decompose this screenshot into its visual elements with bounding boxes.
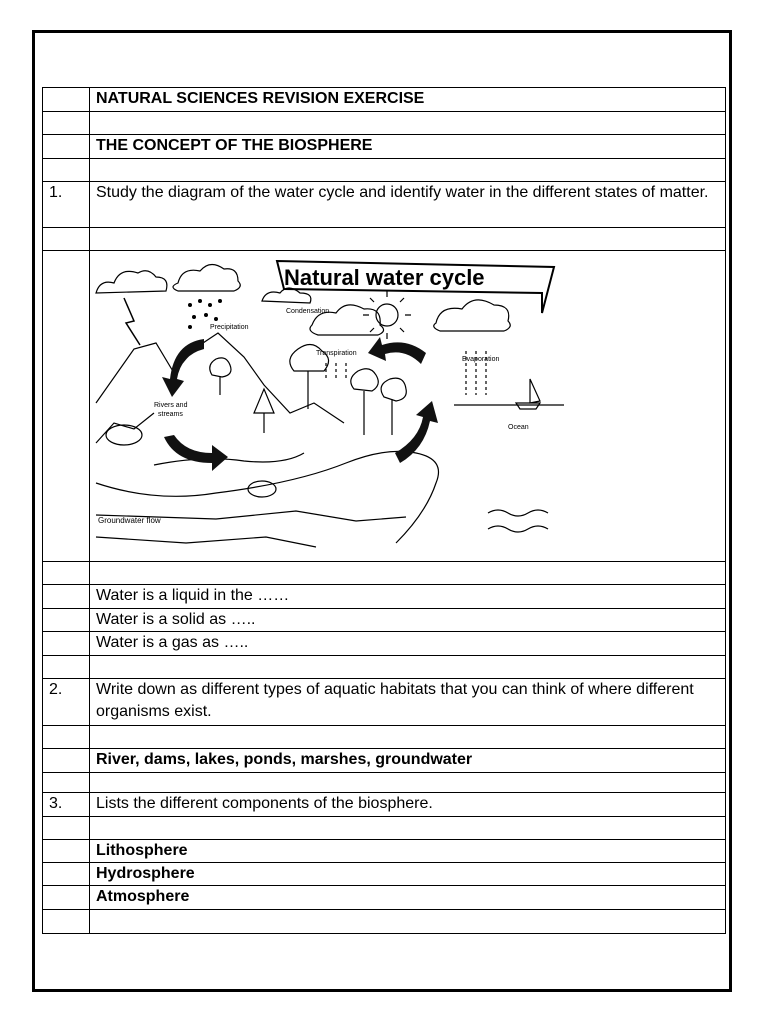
section-heading: THE CONCEPT OF THE BIOSPHERE <box>90 135 726 159</box>
table-row <box>43 632 726 656</box>
table-row <box>43 817 726 840</box>
table-row <box>43 773 726 793</box>
table-row <box>43 609 726 632</box>
table-row <box>43 679 726 726</box>
table-row <box>43 793 726 817</box>
answer-line: Atmosphere <box>90 886 726 910</box>
label-groundwater: Groundwater flow <box>98 516 161 525</box>
diagram-title: Natural water cycle <box>284 265 485 290</box>
table-row <box>43 562 726 585</box>
table-row <box>43 159 726 182</box>
table-row <box>43 886 726 910</box>
answer-line: Water is a solid as ….. <box>90 609 726 632</box>
table-row <box>43 910 726 934</box>
question-text: Study the diagram of the water cycle and identify water in the different states of matter. <box>90 182 726 228</box>
table-row <box>43 749 726 773</box>
table-row <box>43 182 726 228</box>
table-row <box>43 726 726 749</box>
answer-line: Water is a liquid in the …… <box>90 585 726 609</box>
question-number: 2. <box>43 679 90 726</box>
water-cycle-diagram <box>94 253 564 559</box>
label-streams: streams <box>158 411 183 418</box>
label-condensation: Condensation <box>286 308 330 315</box>
table-row <box>43 135 726 159</box>
question-text: Lists the different components of the biosphere. <box>90 793 726 817</box>
table-row <box>43 88 726 112</box>
table-row <box>43 840 726 863</box>
answer-line: Water is a gas as ….. <box>90 632 726 656</box>
question-text: Write down as different types of aquatic habitats that you can think of where different organisms exist. <box>90 679 726 726</box>
question-number: 1. <box>43 182 90 228</box>
label-ocean: Ocean <box>508 424 529 431</box>
worksheet-table <box>42 87 726 934</box>
answer-line: River, dams, lakes, ponds, marshes, groundwater <box>90 749 726 773</box>
label-transpiration: Transpiration <box>316 350 357 357</box>
label-rivers: Rivers and <box>154 402 188 409</box>
table-row <box>43 585 726 609</box>
table-row <box>43 228 726 251</box>
answer-line: Hydrosphere <box>90 863 726 886</box>
table-row <box>43 863 726 886</box>
label-evaporation: Evaporation <box>462 356 500 363</box>
table-row <box>43 112 726 135</box>
label-precipitation: Precipitation <box>210 324 249 331</box>
question-number: 3. <box>43 793 90 817</box>
table-row <box>43 251 726 562</box>
table-row <box>43 656 726 679</box>
worksheet-title: NATURAL SCIENCES REVISION EXERCISE <box>90 88 726 112</box>
answer-line: Lithosphere <box>90 840 726 863</box>
